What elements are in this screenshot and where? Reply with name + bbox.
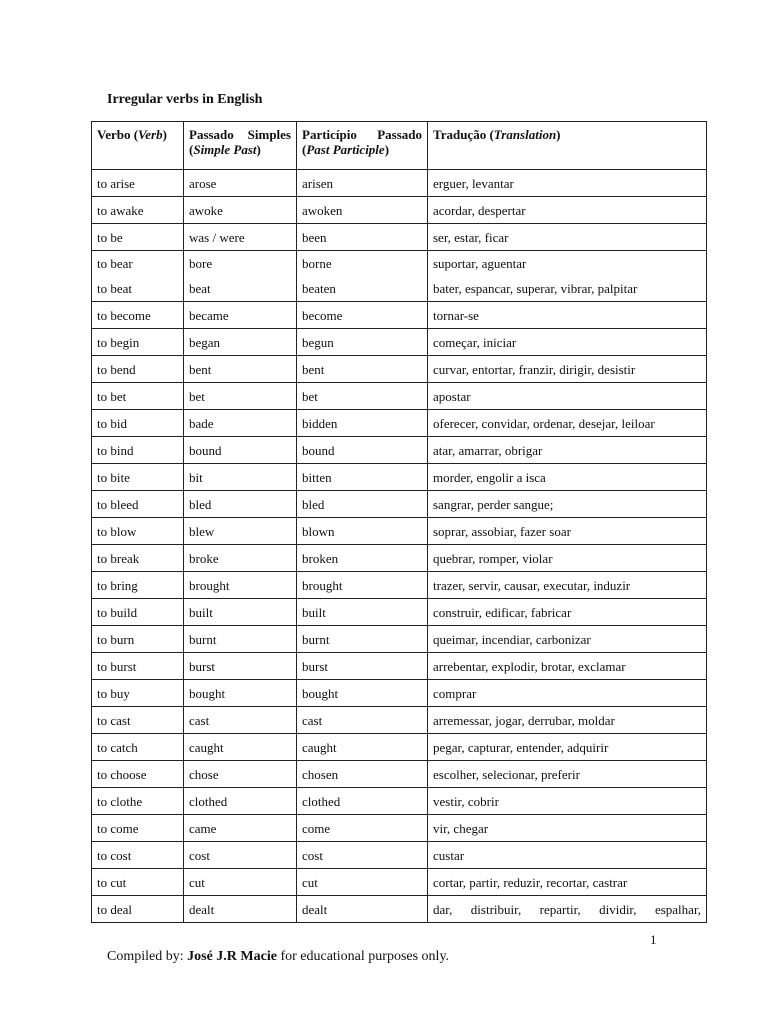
cell-simple-past: caught <box>184 734 297 761</box>
cell-simple-past: broke <box>184 545 297 572</box>
table-row <box>92 707 707 734</box>
cell-verb: to burst <box>92 653 184 680</box>
cell-past-participle: bound <box>297 437 428 464</box>
cell-verb: to buy <box>92 680 184 707</box>
table-row <box>92 653 707 680</box>
table-row <box>92 302 707 329</box>
cell-simple-past: arose <box>184 170 297 197</box>
cell-simple-past: bought <box>184 680 297 707</box>
table-row <box>92 170 707 197</box>
cell-translation: arremessar, jogar, derrubar, moldar <box>428 707 707 734</box>
cell-simple-past: bent <box>184 356 297 383</box>
cell-simple-past: cast <box>184 707 297 734</box>
cell-translation: construir, edificar, fabricar <box>428 599 707 626</box>
table-body <box>92 170 707 923</box>
table-row <box>92 464 707 491</box>
header-past-participle: Particípio Passado (Past Participle) <box>297 122 428 170</box>
cell-simple-past: brought <box>184 572 297 599</box>
irregular-verbs-table <box>91 121 707 923</box>
cell-verb: to bet <box>92 383 184 410</box>
cell-verb: to bleed <box>92 491 184 518</box>
cell-translation: trazer, servir, causar, executar, induzir <box>428 572 707 599</box>
cell-simple-past: bade <box>184 410 297 437</box>
cell-translation: suportar, aguentar <box>428 251 707 277</box>
table-row <box>92 251 707 277</box>
cell-translation: morder, engolir a isca <box>428 464 707 491</box>
cell-verb: to bear <box>92 251 184 277</box>
cell-translation: arrebentar, explodir, brotar, exclamar <box>428 653 707 680</box>
cell-translation: soprar, assobiar, fazer soar <box>428 518 707 545</box>
table-row <box>92 734 707 761</box>
cell-verb: to bite <box>92 464 184 491</box>
table-row <box>92 815 707 842</box>
cell-verb: to become <box>92 302 184 329</box>
table-row <box>92 437 707 464</box>
cell-translation: acordar, despertar <box>428 197 707 224</box>
cell-translation: pegar, capturar, entender, adquirir <box>428 734 707 761</box>
cell-verb: to build <box>92 599 184 626</box>
cell-translation: começar, iniciar <box>428 329 707 356</box>
table-row <box>92 276 707 302</box>
table-row <box>92 680 707 707</box>
cell-translation: apostar <box>428 383 707 410</box>
cell-past-participle: arisen <box>297 170 428 197</box>
cell-translation: custar <box>428 842 707 869</box>
cell-translation: dar, distribuir, repartir, dividir, espalhar, <box>428 896 707 923</box>
cell-past-participle: come <box>297 815 428 842</box>
cell-translation: vestir, cobrir <box>428 788 707 815</box>
table-row <box>92 572 707 599</box>
cell-simple-past: bound <box>184 437 297 464</box>
table-row <box>92 383 707 410</box>
cell-past-participle: built <box>297 599 428 626</box>
cell-translation: vir, chegar <box>428 815 707 842</box>
cell-simple-past: burst <box>184 653 297 680</box>
header-simple-past: Passado Simples (Simple Past) <box>184 122 297 170</box>
cell-verb: to burn <box>92 626 184 653</box>
cell-verb: to bid <box>92 410 184 437</box>
cell-translation: ser, estar, ficar <box>428 224 707 251</box>
table-row <box>92 356 707 383</box>
cell-translation: queimar, incendiar, carbonizar <box>428 626 707 653</box>
cell-past-participle: bet <box>297 383 428 410</box>
cell-translation: sangrar, perder sangue; <box>428 491 707 518</box>
cell-simple-past: bore <box>184 251 297 277</box>
cell-simple-past: awoke <box>184 197 297 224</box>
cell-past-participle: dealt <box>297 896 428 923</box>
table-row <box>92 518 707 545</box>
page-number: 1 <box>650 932 657 947</box>
cell-simple-past: chose <box>184 761 297 788</box>
cell-past-participle: become <box>297 302 428 329</box>
table-row <box>92 788 707 815</box>
cell-past-participle: clothed <box>297 788 428 815</box>
table-header-row <box>92 122 707 170</box>
table-row <box>92 545 707 572</box>
cell-verb: to cost <box>92 842 184 869</box>
cell-past-participle: awoken <box>297 197 428 224</box>
cell-verb: to be <box>92 224 184 251</box>
cell-translation: quebrar, romper, violar <box>428 545 707 572</box>
table-row <box>92 491 707 518</box>
cell-verb: to blow <box>92 518 184 545</box>
cell-translation: oferecer, convidar, ordenar, desejar, leiloar <box>428 410 707 437</box>
page-title: Irregular verbs in English <box>107 92 263 107</box>
cell-past-participle: been <box>297 224 428 251</box>
table-row <box>92 761 707 788</box>
cell-verb: to awake <box>92 197 184 224</box>
cell-simple-past: bled <box>184 491 297 518</box>
cell-past-participle: bent <box>297 356 428 383</box>
cell-verb: to cast <box>92 707 184 734</box>
cell-verb: to begin <box>92 329 184 356</box>
cell-past-participle: bled <box>297 491 428 518</box>
cell-translation: erguer, levantar <box>428 170 707 197</box>
cell-verb: to catch <box>92 734 184 761</box>
cell-translation: atar, amarrar, obrigar <box>428 437 707 464</box>
cell-simple-past: clothed <box>184 788 297 815</box>
header-verb: Verbo (Verb) <box>92 122 184 170</box>
cell-past-participle: cast <box>297 707 428 734</box>
cell-verb: to come <box>92 815 184 842</box>
cell-simple-past: cut <box>184 869 297 896</box>
cell-simple-past: came <box>184 815 297 842</box>
cell-translation: escolher, selecionar, preferir <box>428 761 707 788</box>
cell-simple-past: built <box>184 599 297 626</box>
table-row <box>92 224 707 251</box>
cell-verb: to deal <box>92 896 184 923</box>
cell-simple-past: bit <box>184 464 297 491</box>
cell-translation: cortar, partir, reduzir, recortar, castrar <box>428 869 707 896</box>
cell-verb: to clothe <box>92 788 184 815</box>
cell-simple-past: bet <box>184 383 297 410</box>
cell-past-participle: bidden <box>297 410 428 437</box>
cell-simple-past: began <box>184 329 297 356</box>
footer-author: José J.R Macie <box>187 949 277 964</box>
cell-past-participle: blown <box>297 518 428 545</box>
cell-past-participle: begun <box>297 329 428 356</box>
cell-past-participle: burst <box>297 653 428 680</box>
cell-past-participle: bought <box>297 680 428 707</box>
cell-simple-past: dealt <box>184 896 297 923</box>
table-row <box>92 869 707 896</box>
cell-past-participle: caught <box>297 734 428 761</box>
cell-translation: comprar <box>428 680 707 707</box>
cell-simple-past: blew <box>184 518 297 545</box>
cell-past-participle: burnt <box>297 626 428 653</box>
cell-simple-past: became <box>184 302 297 329</box>
cell-verb: to bring <box>92 572 184 599</box>
table-row <box>92 842 707 869</box>
cell-past-participle: chosen <box>297 761 428 788</box>
cell-translation: tornar-se <box>428 302 707 329</box>
cell-past-participle: borne <box>297 251 428 277</box>
cell-verb: to beat <box>92 276 184 302</box>
cell-verb: to bend <box>92 356 184 383</box>
cell-past-participle: cost <box>297 842 428 869</box>
cell-simple-past: was / were <box>184 224 297 251</box>
cell-translation: curvar, entortar, franzir, dirigir, desistir <box>428 356 707 383</box>
cell-verb: to choose <box>92 761 184 788</box>
footer-credit <box>107 949 449 965</box>
table-row <box>92 329 707 356</box>
cell-past-participle: beaten <box>297 276 428 302</box>
cell-translation: bater, espancar, superar, vibrar, palpitar <box>428 276 707 302</box>
cell-verb: to break <box>92 545 184 572</box>
cell-verb: to bind <box>92 437 184 464</box>
cell-simple-past: cost <box>184 842 297 869</box>
cell-verb: to arise <box>92 170 184 197</box>
table-row <box>92 599 707 626</box>
table-row <box>92 896 707 923</box>
table-row <box>92 197 707 224</box>
cell-past-participle: cut <box>297 869 428 896</box>
cell-past-participle: bitten <box>297 464 428 491</box>
cell-verb: to cut <box>92 869 184 896</box>
footer-prefix: Compiled by: <box>107 949 188 964</box>
cell-simple-past: beat <box>184 276 297 302</box>
table-row <box>92 410 707 437</box>
cell-past-participle: brought <box>297 572 428 599</box>
table-row <box>92 626 707 653</box>
header-translation: Tradução (Translation) <box>428 122 707 170</box>
cell-simple-past: burnt <box>184 626 297 653</box>
footer-suffix: for educational purposes only. <box>276 949 450 964</box>
cell-past-participle: broken <box>297 545 428 572</box>
